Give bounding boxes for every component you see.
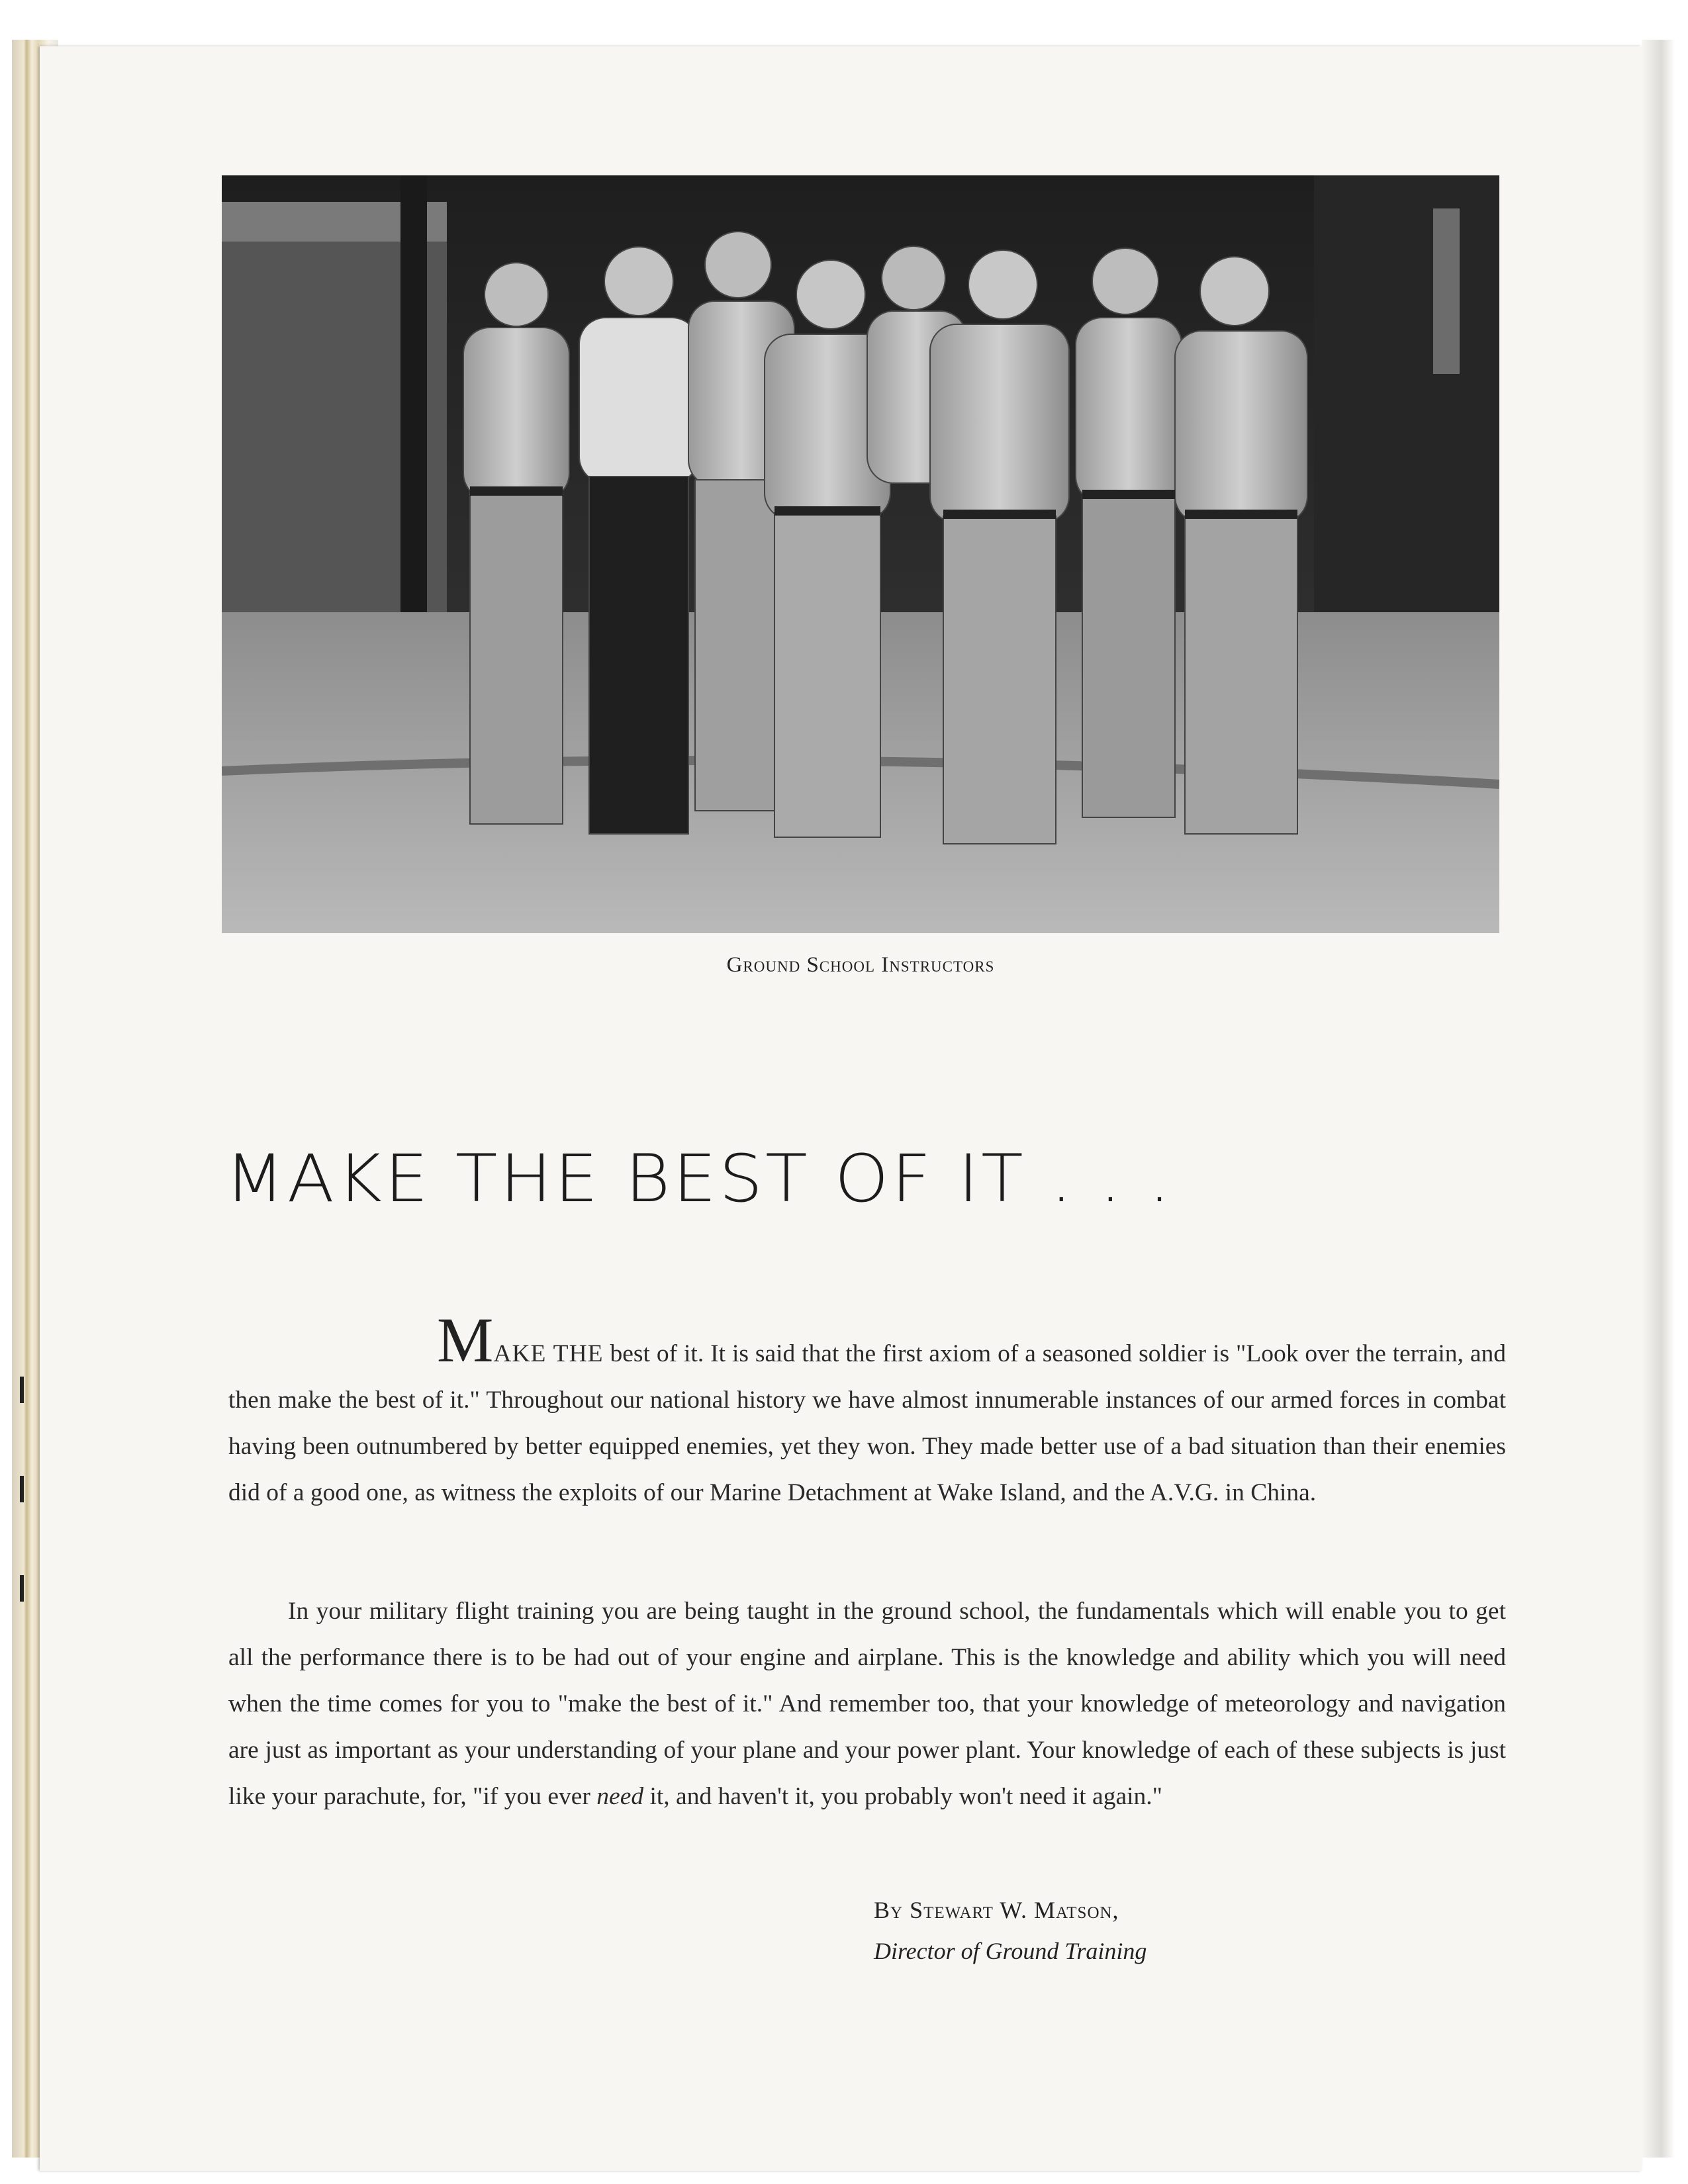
article-title: MAKE THE BEST OF IT . . . — [225, 1140, 1174, 1217]
paragraph-2-emphasis: need — [596, 1783, 644, 1810]
paragraph-1-opening — [228, 1304, 604, 1375]
author-title: Director of Ground Training — [874, 1938, 1147, 1964]
paragraph-2 — [228, 1588, 1506, 1820]
group-photo-image — [222, 175, 1499, 933]
margin-mark — [20, 1476, 24, 1502]
author-name: By Stewart W. Matson, — [874, 1897, 1119, 1923]
lead-words: AKE THE — [493, 1340, 604, 1367]
signature-block — [874, 1889, 1470, 1972]
page-right-edge — [1642, 40, 1675, 2158]
paragraph-1-text: best of it. It is said that the first axiom of a seasoned soldier is "Look over the terrain, and then make the best of it." Throughout our national history we have almost innumerable instances of our armed forces in combat having been outnumbered by better equipped enemies, yet they won. They made better use of a bad situation than their enemies did of a good one, as witness the exploits of our Marine Detachment at Wake Island, and the A.V.G. in China. — [228, 1340, 1506, 1506]
margin-mark — [20, 1377, 24, 1403]
drop-cap: M — [437, 1304, 494, 1375]
paragraph-2-text-a: In your military flight training you are being taught in the ground school, the fundamentals which will enable you to get all the performance there is to be had out of your engine and airplane. This is the knowledge and ability which you will need when the time comes for you to "make the best of it." And remember too, that your knowledge of meteorology and navigation are just as important as your understanding of your plane and your power plant. Your knowledge of each of these subjects is just like your parachute, for, "if you ever — [228, 1598, 1506, 1810]
paragraph-2-text-b: it, and haven't it, you probably won't need it again." — [643, 1783, 1162, 1810]
paragraph-1 — [228, 1304, 1506, 1516]
group-photo — [222, 175, 1499, 933]
photo-caption: Ground School Instructors — [726, 953, 995, 977]
margin-mark — [20, 1575, 24, 1602]
